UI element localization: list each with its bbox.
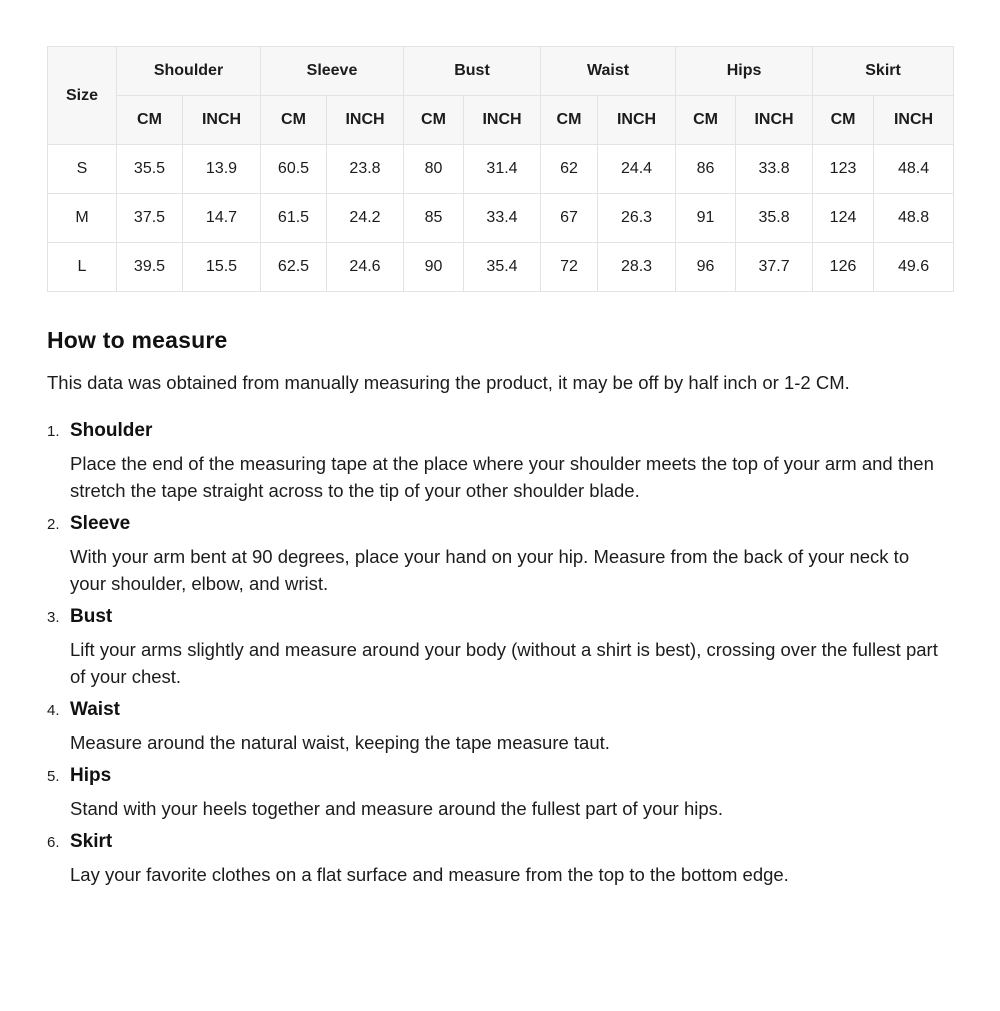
measurement-value-cell: 33.4 <box>464 194 541 243</box>
measurement-value-cell: 39.5 <box>117 243 183 292</box>
measurement-value-cell: 37.5 <box>117 194 183 243</box>
unit-header: INCH <box>327 96 404 145</box>
measure-step-title: Bust <box>70 606 113 627</box>
measurement-group-header: Sleeve <box>261 47 404 96</box>
measure-step-description: Measure around the natural waist, keeping the tape measure taut. <box>70 732 610 753</box>
measurement-value-cell: 96 <box>676 243 736 292</box>
measure-step-title: Skirt <box>70 831 113 852</box>
measurement-value-cell: 15.5 <box>183 243 261 292</box>
measure-step-title: Sleeve <box>70 513 131 534</box>
unit-header: CM <box>404 96 464 145</box>
measurement-value-cell: 48.8 <box>874 194 954 243</box>
measure-step-number: 3. <box>47 609 60 626</box>
measurement-group-header-row <box>48 47 954 96</box>
unit-header: INCH <box>874 96 954 145</box>
measurement-value-cell: 48.4 <box>874 145 954 194</box>
size-chart-table <box>47 46 954 292</box>
measure-step-description: Lay your favorite clothes on a flat surface and measure from the top to the bottom edge. <box>70 864 789 885</box>
measurement-value-cell: 124 <box>813 194 874 243</box>
how-to-measure-title: How to measure <box>47 327 228 353</box>
measurement-value-cell: 49.6 <box>874 243 954 292</box>
measure-step-description: Stand with your heels together and measure around the fullest part of your hips. <box>70 798 724 819</box>
measurement-value-cell: 61.5 <box>261 194 327 243</box>
unit-header: INCH <box>183 96 261 145</box>
unit-header: CM <box>541 96 598 145</box>
measurement-value-cell: 35.5 <box>117 145 183 194</box>
measurement-value-cell: 126 <box>813 243 874 292</box>
measurement-value-cell: 62.5 <box>261 243 327 292</box>
measure-step-title: Waist <box>70 699 120 720</box>
size-label-cell: L <box>48 243 117 292</box>
size-row <box>48 243 954 292</box>
unit-header-row <box>48 96 954 145</box>
size-column-header: Size <box>48 47 117 145</box>
measure-step-number: 6. <box>47 834 60 851</box>
size-label-cell: S <box>48 145 117 194</box>
measure-step-description: Lift your arms slightly and measure around your body (without a shirt is best), crossing over the fullest part of your chest. <box>70 639 938 687</box>
measurement-value-cell: 35.8 <box>736 194 813 243</box>
measure-step-heading <box>47 831 953 853</box>
measurement-value-cell: 123 <box>813 145 874 194</box>
measure-step-heading <box>47 699 953 721</box>
measure-steps-list <box>47 420 953 888</box>
measurement-value-cell: 90 <box>404 243 464 292</box>
measurement-value-cell: 67 <box>541 194 598 243</box>
measure-step-number: 1. <box>47 423 60 440</box>
unit-header: CM <box>813 96 874 145</box>
unit-header: INCH <box>464 96 541 145</box>
measurement-value-cell: 13.9 <box>183 145 261 194</box>
measure-step-heading <box>47 513 953 535</box>
unit-header: INCH <box>598 96 676 145</box>
measurement-value-cell: 91 <box>676 194 736 243</box>
unit-header: INCH <box>736 96 813 145</box>
measurement-group-header: Shoulder <box>117 47 261 96</box>
measure-step-number: 5. <box>47 768 60 785</box>
measure-step-description: Place the end of the measuring tape at the place where your shoulder meets the top of your arm and then stretch the tape straight across to the tip of your other shoulder blade. <box>70 453 934 501</box>
measurement-group-header: Skirt <box>813 47 954 96</box>
measurement-group-header: Bust <box>404 47 541 96</box>
measurement-group-header: Hips <box>676 47 813 96</box>
measure-step-number: 4. <box>47 702 60 719</box>
measure-step <box>47 699 953 756</box>
measure-step <box>47 606 953 690</box>
measurement-value-cell: 62 <box>541 145 598 194</box>
measure-step-title: Shoulder <box>70 420 153 441</box>
measurement-value-cell: 33.8 <box>736 145 813 194</box>
measurement-value-cell: 23.8 <box>327 145 404 194</box>
measure-step-heading <box>47 606 953 628</box>
measurement-value-cell: 35.4 <box>464 243 541 292</box>
measure-step <box>47 831 953 888</box>
measure-step-description: With your arm bent at 90 degrees, place your hand on your hip. Measure from the back of your neck to your shoulder, elbow, and wrist. <box>70 546 910 594</box>
measure-step <box>47 765 953 822</box>
size-row <box>48 194 954 243</box>
measure-step-number: 2. <box>47 516 60 533</box>
measurement-value-cell: 60.5 <box>261 145 327 194</box>
measurement-value-cell: 85 <box>404 194 464 243</box>
measurement-value-cell: 14.7 <box>183 194 261 243</box>
measure-step-heading <box>47 420 953 442</box>
size-row <box>48 145 954 194</box>
measurement-value-cell: 80 <box>404 145 464 194</box>
measure-step <box>47 513 953 597</box>
unit-header: CM <box>117 96 183 145</box>
measurement-value-cell: 24.6 <box>327 243 404 292</box>
measurement-value-cell: 26.3 <box>598 194 676 243</box>
unit-header: CM <box>676 96 736 145</box>
measurement-value-cell: 28.3 <box>598 243 676 292</box>
measure-step-heading <box>47 765 953 787</box>
measurement-value-cell: 24.4 <box>598 145 676 194</box>
measurement-value-cell: 37.7 <box>736 243 813 292</box>
unit-header: CM <box>261 96 327 145</box>
measure-step-title: Hips <box>70 765 112 786</box>
measurement-value-cell: 72 <box>541 243 598 292</box>
measure-step <box>47 420 953 504</box>
measurement-group-header: Waist <box>541 47 676 96</box>
size-chart-body <box>48 145 954 292</box>
measurement-value-cell: 31.4 <box>464 145 541 194</box>
measurement-value-cell: 86 <box>676 145 736 194</box>
how-to-measure-intro: This data was obtained from manually measuring the product, it may be off by half inch or 1-2 CM. <box>47 372 850 393</box>
measurement-value-cell: 24.2 <box>327 194 404 243</box>
size-label-cell: M <box>48 194 117 243</box>
